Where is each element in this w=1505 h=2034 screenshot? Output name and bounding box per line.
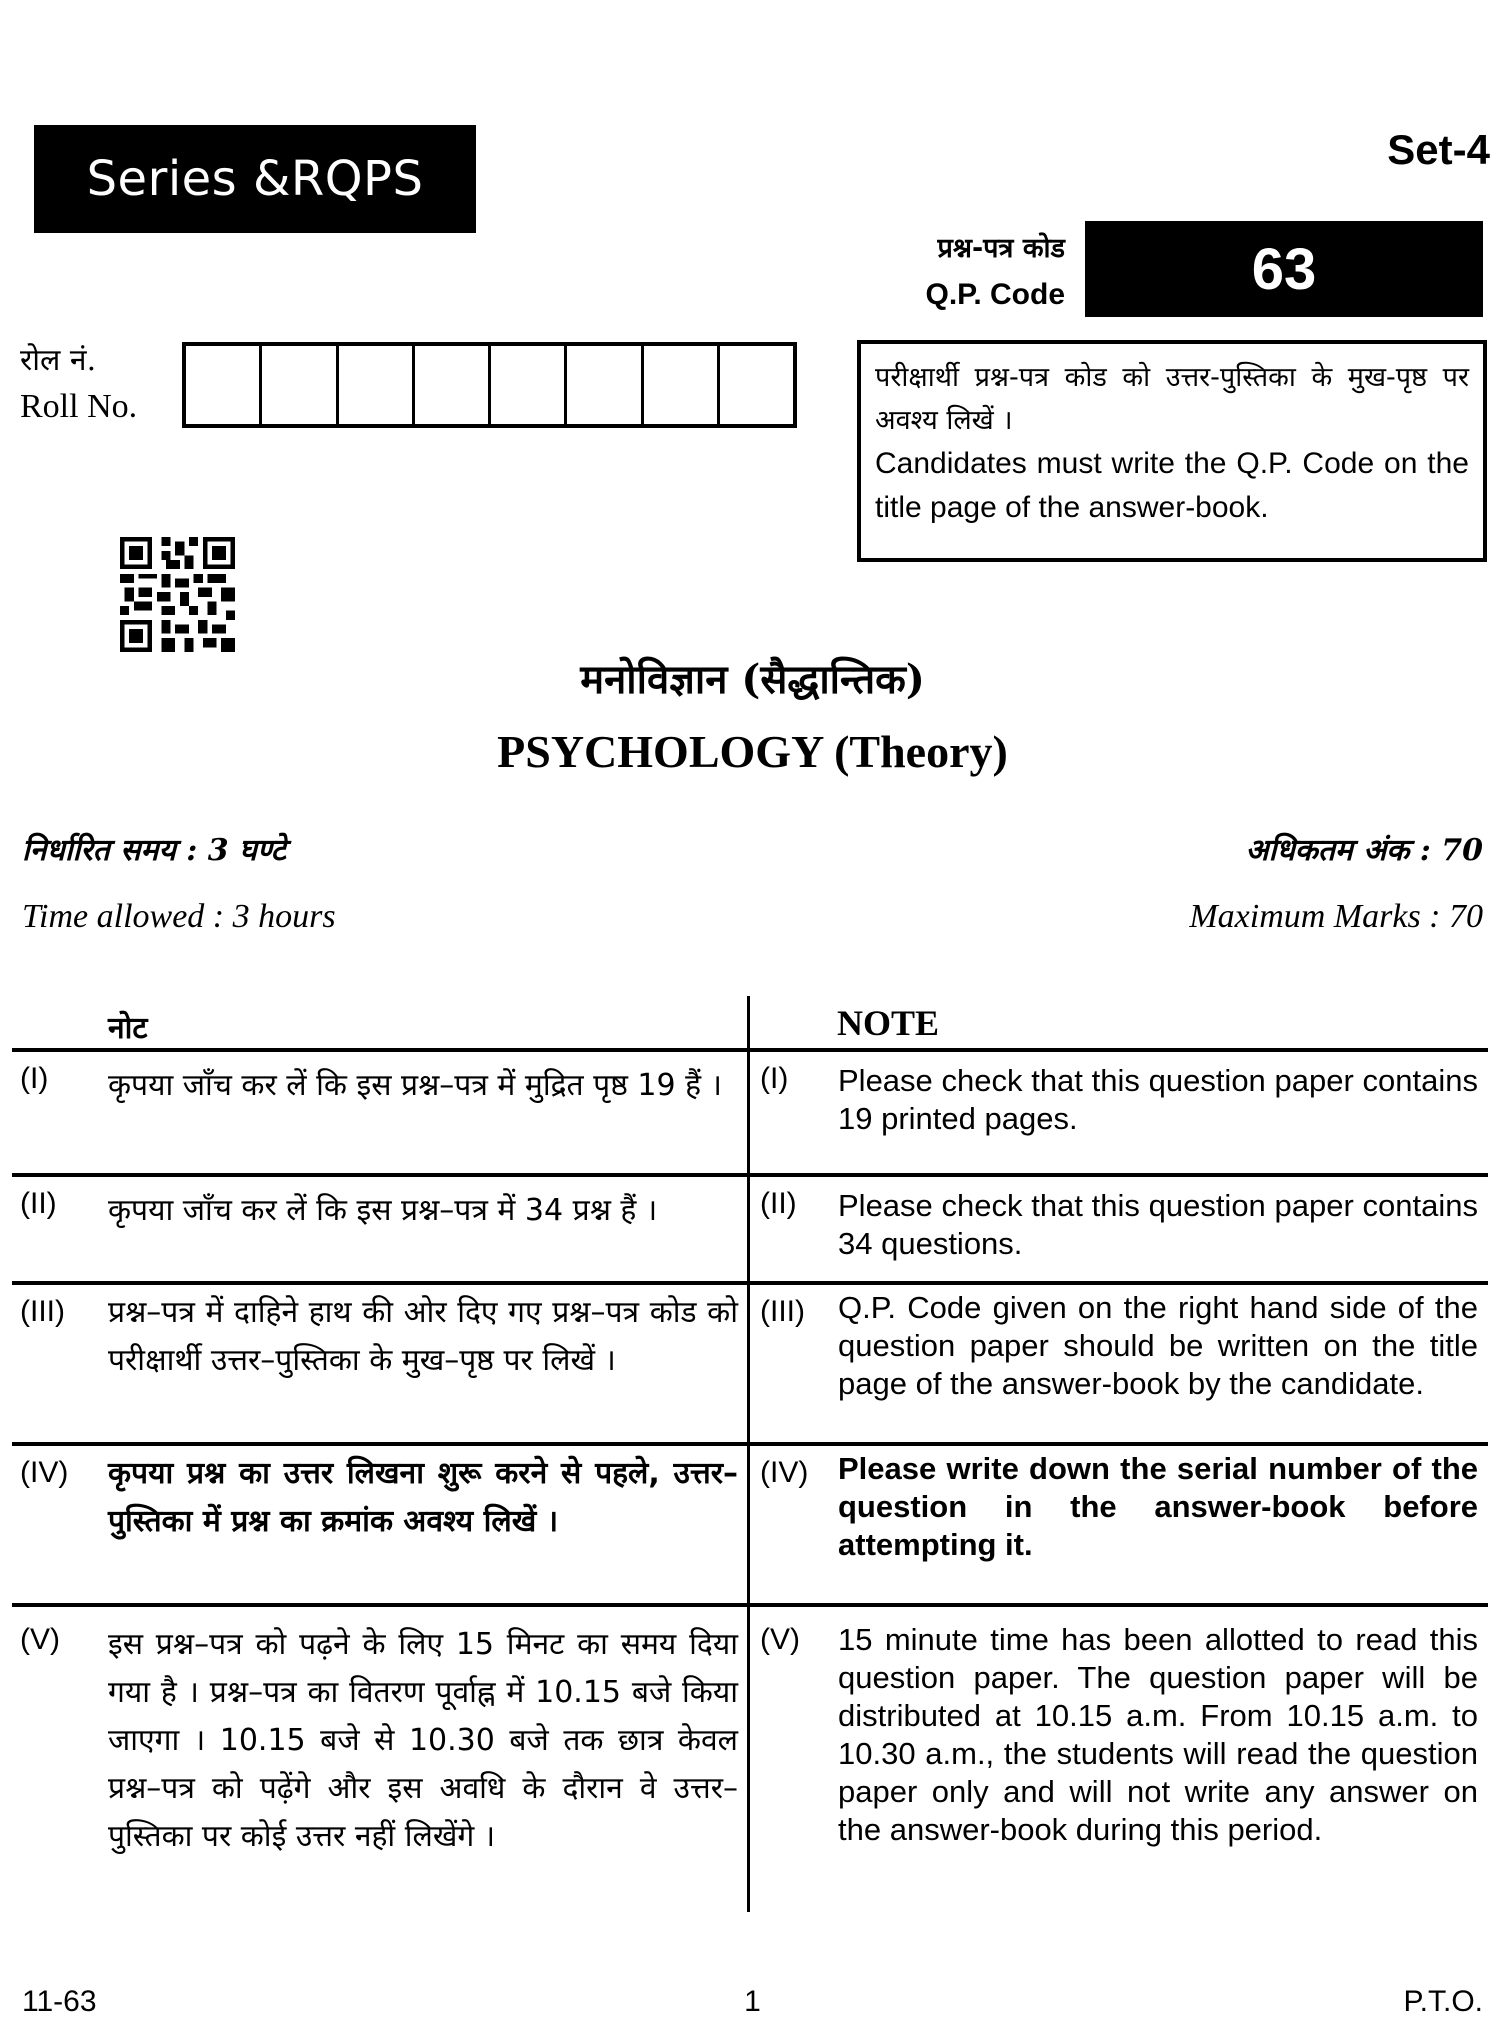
- qp-code-label-english: Q.P. Code: [925, 278, 1065, 311]
- note-text-hindi: कृपया प्रश्न का उत्तर लिखना शुरू करने से पहले, उत्तर–पुस्तिका में प्रश्न का क्रमांक अवश्य लिखें ।: [108, 1456, 738, 1539]
- roll-number-label: [20, 338, 137, 430]
- note-text-hindi: प्रश्न–पत्र में दाहिने हाथ की ओर दिए गए प्रश्न–पत्र कोड को परीक्षार्थी उत्तर–पुस्तिका के मुख–पृष्ठ पर लिखें ।: [108, 1295, 738, 1378]
- subject-title-hindi: मनोविज्ञान (सैद्धान्तिक): [580, 656, 925, 703]
- qp-code-label: [840, 226, 1065, 318]
- note-number: (IV): [20, 1456, 69, 1489]
- roll-number-grid: [182, 342, 797, 428]
- qp-code-label-hindi: प्रश्न-पत्र कोड: [937, 233, 1065, 264]
- note-number: (I): [20, 1062, 49, 1095]
- note-text-hindi: इस प्रश्न–पत्र को पढ़ने के लिए 15 मिनट का समय दिया गया है । प्रश्न–पत्र का वितरण पूर्वाह्न में 10.15 बजे किया जाएगा । 10.15 बजे से 10.30 बजे तक छात्र केवल प्रश्न–पत्र को पढ़ेंगे और इस अवधि के दौरान वे उत्तर–पुस्तिका पर कोई उत्तर नहीं लिखेंगे ।: [108, 1627, 738, 1854]
- note-row: [12, 1052, 1488, 1177]
- footer-page-number: 1: [744, 1985, 761, 2018]
- notes-heading-english: NOTE: [837, 1003, 940, 1043]
- roll-number-cell[interactable]: [644, 346, 720, 424]
- qp-code-instruction-box: [857, 340, 1487, 562]
- notes-heading-hindi: नोट: [108, 1011, 148, 1046]
- footer-pto: P.T.O.: [1403, 1985, 1483, 2018]
- note-number: (IV): [760, 1456, 809, 1489]
- note-number: (II): [760, 1187, 797, 1220]
- series-badge: [34, 125, 476, 233]
- note-text-english: Please check that this question paper contains 19 printed pages.: [838, 1063, 1478, 1136]
- subject-title-english: PSYCHOLOGY (Theory): [497, 726, 1008, 777]
- qp-code-value: 63: [1251, 236, 1317, 302]
- note-row: [12, 1177, 1488, 1285]
- note-text-english: 15 minute time has been allotted to read this question paper. The question paper will be distributed at 10.15 a.m. From 10.15 a.m. to 10.30 a.m., the students will read the question paper only and will not write any answer on the answer-book during this period.: [838, 1622, 1478, 1847]
- roll-number-cell[interactable]: [491, 346, 567, 424]
- note-row: [12, 1446, 1488, 1607]
- note-row: [12, 1285, 1488, 1446]
- note-number: (V): [760, 1623, 800, 1656]
- note-number: (III): [20, 1295, 65, 1328]
- note-number: (V): [20, 1623, 60, 1656]
- note-text-hindi: कृपया जाँच कर लें कि इस प्रश्न–पत्र में 34 प्रश्न हैं ।: [108, 1193, 658, 1228]
- roll-number-cell[interactable]: [339, 346, 415, 424]
- roll-number-cell[interactable]: [415, 346, 491, 424]
- note-text-english: Please check that this question paper contains 34 questions.: [838, 1188, 1478, 1261]
- qp-code-box: [1085, 221, 1483, 317]
- time-allowed-hindi: निर्धारित समय : 3 घण्टे: [22, 833, 286, 868]
- notes-header: [12, 996, 1488, 1052]
- note-text-hindi: कृपया जाँच कर लें कि इस प्रश्न–पत्र में मुद्रित पृष्ठ 19 हैं ।: [108, 1068, 722, 1103]
- note-number: (I): [760, 1062, 789, 1095]
- instruction-english: Candidates must write the Q.P. Code on the title page of the answer-book.: [875, 447, 1469, 524]
- max-marks-hindi: अधिकतम अंक : 70: [1245, 833, 1483, 868]
- set-label: Set-4: [1387, 126, 1490, 173]
- roll-label-english: Roll No.: [20, 388, 138, 425]
- note-number: (III): [760, 1295, 805, 1328]
- qr-code-icon: [120, 537, 235, 652]
- footer-paper-code: 11-63: [22, 1985, 97, 2018]
- roll-number-cell[interactable]: [186, 346, 262, 424]
- note-text-english: Please write down the serial number of the question in the answer-book before attempting it.: [838, 1451, 1478, 1562]
- roll-number-cell[interactable]: [262, 346, 338, 424]
- time-allowed-english: Time allowed : 3 hours: [22, 898, 336, 935]
- series-label: Series &RQPS: [86, 151, 424, 207]
- roll-number-cell[interactable]: [720, 346, 793, 424]
- note-text-english: Q.P. Code given on the right hand side of the question paper should be written on the title page of the answer-book by the candidate.: [838, 1290, 1478, 1401]
- roll-number-cell[interactable]: [567, 346, 643, 424]
- max-marks-english: Maximum Marks : 70: [1189, 898, 1483, 935]
- instruction-hindi: परीक्षार्थी प्रश्न-पत्र कोड को उत्तर-पुस्तिका के मुख-पृष्ठ पर अवश्य लिखें ।: [875, 362, 1469, 436]
- roll-label-hindi: रोल नं.: [20, 343, 97, 378]
- note-number: (II): [20, 1187, 57, 1220]
- note-row: [12, 1607, 1488, 1912]
